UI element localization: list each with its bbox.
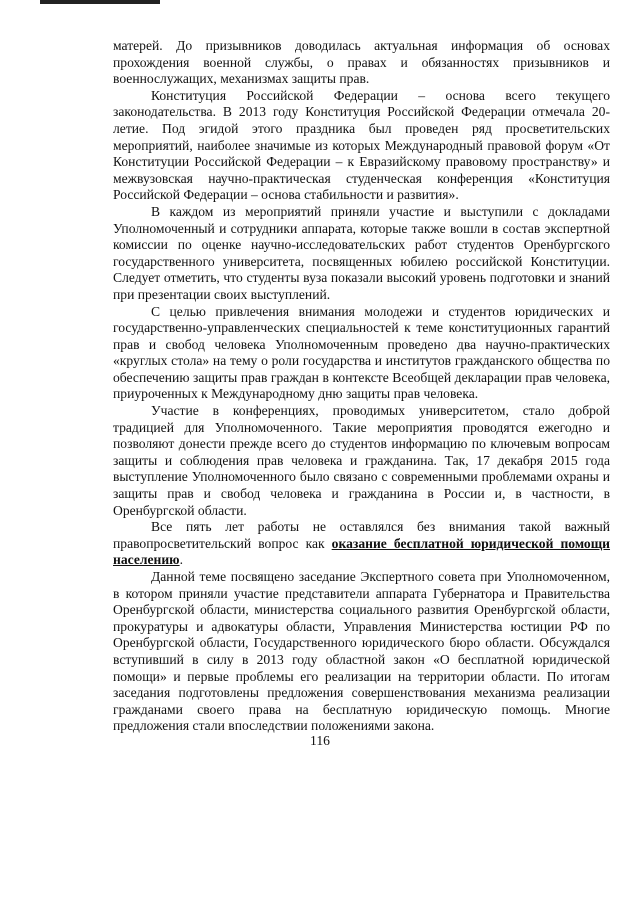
paragraph-6-lead: Все пять лет работы не оставлялся без внимания такой важный правопросветительский вопрос как — [113, 519, 610, 551]
paragraph-3: В каждом из мероприятий приняли участие и выступили с докладами Уполномоченный и сотрудники аппарата, которые также вошли в состав экспертной комиссии по оценке научно-исследовательских работ студентов Оренбургского государственного университета, посвященных юбилею российской Конституции. Следует отметить, что студенты вуза показали высокий уровень подготовки и знаний при презентации своих выступлений. — [113, 203, 610, 302]
page-number: 116 — [310, 733, 330, 748]
document-body — [113, 38, 610, 735]
top-rule — [40, 0, 160, 4]
paragraph-4: С целью привлечения внимания молодежи и студентов юридических и государственно-управленческих специальностей к теме конституционных гарантий прав и свобод человека Уполномоченным проведено два научно-практических «круглых стола» на тему о роли государства и институтов гражданского общества по обеспечению защиты прав граждан в контексте Всеобщей декларации прав человека, приуроченных к Международному дню защиты прав человека. — [113, 303, 610, 402]
paragraph-6-emphasis: оказание бесплатной юридической помощи населению — [113, 535, 611, 568]
paragraph-5: Участие в конференциях, проводимых университетом, стало доброй традицией для Уполномоченного. Такие мероприятия проводятся ежегодно и позволяют донести прежде всего до студентов информацию по ключевым вопросам защиты и соблюдения прав человека и гражданина. Так, 17 декабря 2015 года выступление Уполномоченного было связано с современными проблемами охраны и защиты прав и свобод человека и гражданина в России и, в частности, в Оренбургской области. — [113, 403, 610, 518]
paragraph-1: матерей. До призывников доводилась актуальная информация об основах прохождения военной службы, о правах и обязанностях призывников и военнослужащих, механизмах защиты прав. — [113, 38, 610, 87]
paragraph-6 — [113, 519, 610, 569]
paragraph-7: Данной теме посвящено заседание Экспертного совета при Уполномоченном, в котором приняли участие представители аппарата Губернатора и Правительства Оренбургской области, министерства социального развития Оренбургской области, прокуратуры и адвокатуры области, Управления Министерства юстиции РФ по Оренбургской области, Государственного юридического бюро области. Обсуждался вступивший в силу в 2013 году областной закон «О бесплатной юридической помощи» и первые проблемы его реализации на территории области. По итогам заседания подготовлены предложения совершенствования механизма реализации гражданами своего права на бесплатную юридическую помощь. Многие предложения стали впоследствии положениями закона. — [113, 569, 610, 734]
paragraph-6-tail: . — [179, 552, 183, 568]
paragraph-2: Конституция Российской Федерации – основа всего текущего законодательства. В 2013 году Конституция Российской Федерации отмечала 20-летие. Под эгидой этого праздника был проведен ряд просветительских мероприятий, наиболее значимые из которых Международный правовой форум «От Конституции Российской Федерации – к Евразийскому правовому пространству» и межвузовская научно-практическая студенческая конференция «Конституция Российской Федерации – основа стабильности и развития». — [113, 87, 610, 203]
